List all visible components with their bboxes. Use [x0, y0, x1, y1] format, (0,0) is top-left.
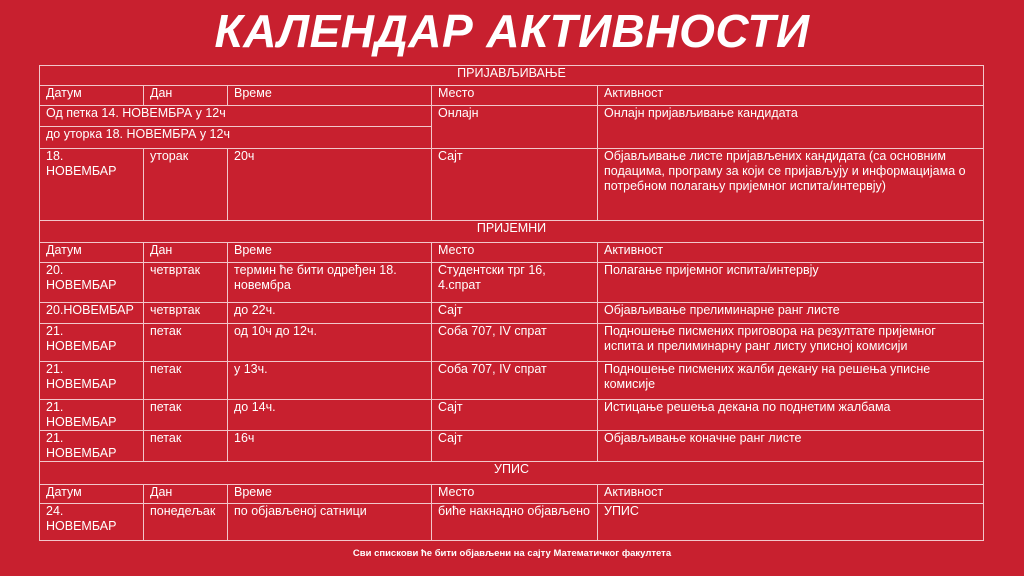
header-day: Дан — [144, 485, 228, 504]
header-activity: Активност — [598, 86, 984, 106]
place-cell: Сајт — [432, 303, 598, 324]
time-cell: 16ч — [228, 431, 432, 462]
header-date: Датум — [40, 243, 144, 263]
activity-cell: Истицање решења декана по поднетим жалбама — [598, 400, 984, 431]
place-cell: Сајт — [432, 149, 598, 221]
activity-cell: УПИС — [598, 504, 984, 541]
day-cell: четвртак — [144, 263, 228, 303]
table-row — [40, 149, 984, 221]
table-row — [40, 362, 984, 400]
header-date: Датум — [40, 86, 144, 106]
date-cell: 18. НОВЕМБАР — [40, 149, 144, 221]
activity-cell: Објављивање коначне ранг листе — [598, 431, 984, 462]
column-header-row — [40, 243, 984, 263]
activity-cell: Онлајн пријављивање кандидата — [598, 106, 984, 149]
header-activity: Активност — [598, 485, 984, 504]
place-cell: биће накнадно објављено — [432, 504, 598, 541]
date-cell: до уторка 18. НОВЕМБРА у 12ч — [40, 127, 432, 149]
activity-cell: Подношење писмених жалби декану на решења уписне комисије — [598, 362, 984, 400]
place-cell: Сајт — [432, 400, 598, 431]
time-cell: термин ће бити одређен 18. новембра — [228, 263, 432, 303]
table-row — [40, 324, 984, 362]
header-activity: Активност — [598, 243, 984, 263]
date-cell: 21. НОВЕМБАР — [40, 431, 144, 462]
page-title: КАЛЕНДАР АКТИВНОСТИ — [214, 5, 810, 57]
activity-cell: Објављивање прелиминарне ранг листе — [598, 303, 984, 324]
header-day: Дан — [144, 243, 228, 263]
date-cell: 21. НОВЕМБАР — [40, 324, 144, 362]
header-place: Место — [432, 86, 598, 106]
time-cell: до 22ч. — [228, 303, 432, 324]
day-cell: петак — [144, 431, 228, 462]
header-date: Датум — [40, 485, 144, 504]
footer-note: Сви спискови ће бити објављени на сајту Математичког факултета — [352, 548, 672, 559]
header-place: Место — [432, 243, 598, 263]
time-cell: од 10ч до 12ч. — [228, 324, 432, 362]
activity-cell: Полагање пријемног испита/интервју — [598, 263, 984, 303]
activity-cell: Објављивање листе пријављених кандидата (са основним подацима, програму за који се пријављују и информацијама о потребном полагању пријемног испита/интервју) — [598, 149, 984, 221]
date-cell: 21. НОВЕМБАР — [40, 362, 144, 400]
day-cell: петак — [144, 362, 228, 400]
date-cell: Од петка 14. НОВЕМБРА у 12ч — [40, 106, 432, 127]
table-row — [40, 106, 984, 127]
header-place: Место — [432, 485, 598, 504]
column-header-row — [40, 485, 984, 504]
day-cell: петак — [144, 400, 228, 431]
activity-cell: Подношење писмених приговора на резултате пријемног испита и прелиминарну ранг листу уписној комисији — [598, 324, 984, 362]
time-cell: по објављеној сатници — [228, 504, 432, 541]
date-cell: 20. НОВЕМБАР — [40, 263, 144, 303]
place-cell: Соба 707, IV спрат — [432, 324, 598, 362]
day-cell: петак — [144, 324, 228, 362]
table-row — [40, 263, 984, 303]
header-time: Време — [228, 243, 432, 263]
header-time: Време — [228, 485, 432, 504]
table-row — [40, 504, 984, 541]
section-header-enrollment: УПИС — [40, 462, 984, 485]
activity-calendar-table — [39, 65, 984, 541]
date-cell: 21. НОВЕМБАР — [40, 400, 144, 431]
column-header-row — [40, 86, 984, 106]
table-row — [40, 303, 984, 324]
section-header-entrance-exam: ПРИЈЕМНИ — [40, 221, 984, 243]
time-cell: 20ч — [228, 149, 432, 221]
day-cell: уторак — [144, 149, 228, 221]
place-cell: Студентски трг 16, 4.спрат — [432, 263, 598, 303]
place-cell: Соба 707, IV спрат — [432, 362, 598, 400]
day-cell: понедељак — [144, 504, 228, 541]
time-cell: до 14ч. — [228, 400, 432, 431]
header-time: Време — [228, 86, 432, 106]
time-cell: у 13ч. — [228, 362, 432, 400]
date-cell: 20.НОВЕМБАР — [40, 303, 144, 324]
header-day: Дан — [144, 86, 228, 106]
place-cell: Сајт — [432, 431, 598, 462]
table-row — [40, 400, 984, 431]
date-cell: 24. НОВЕМБАР — [40, 504, 144, 541]
place-cell: Онлајн — [432, 106, 598, 149]
section-header-registration: ПРИЈАВЉИВАЊЕ — [40, 66, 984, 86]
day-cell: четвртак — [144, 303, 228, 324]
table-row — [40, 431, 984, 462]
